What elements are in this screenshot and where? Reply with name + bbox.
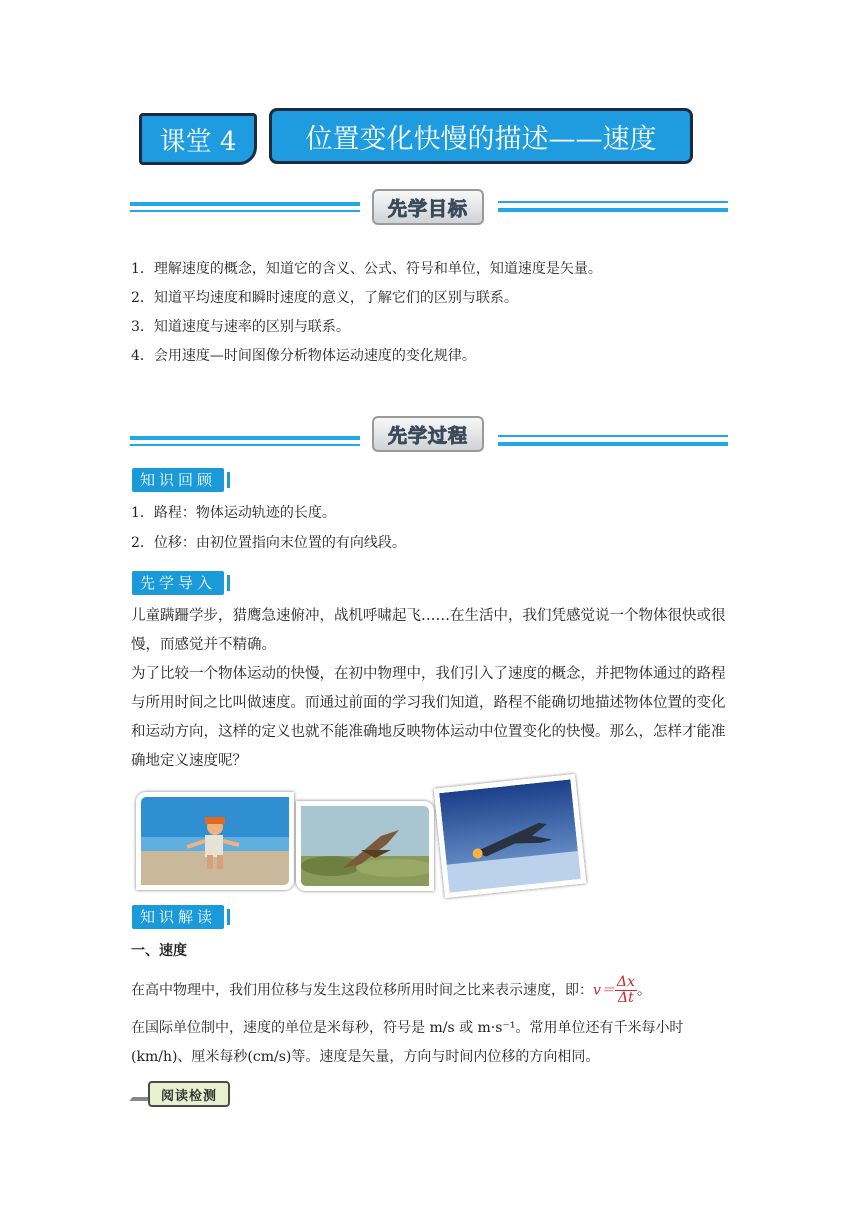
section-divider-left: [130, 436, 360, 440]
section-divider-right-thin: [498, 435, 728, 437]
section-divider-left-thin: [130, 210, 360, 212]
child-walking-photo: [136, 792, 294, 890]
review-item: 2．位移：由初位置指向末位置的有向线段。: [131, 535, 406, 551]
lesson-number-tab: [139, 113, 257, 165]
section-divider-right-thin: [498, 201, 728, 203]
section-divider-left: [130, 202, 360, 206]
objective-item: 2．知道平均速度和瞬时速度的意义，了解它们的区别与联系。: [131, 290, 518, 306]
lesson-number: 课堂 4: [159, 126, 237, 157]
section-divider-right: [498, 208, 728, 212]
section-badge-label: 先学目标: [387, 197, 468, 220]
formula-denominator: Δt: [618, 990, 634, 1006]
page-title-box: [269, 108, 693, 164]
section-badge-label: 先学过程: [387, 424, 468, 447]
definition-end: 。: [636, 982, 651, 999]
objective-item: 1．理解速度的概念，知道它的含义、公式、符号和单位，知道速度是矢量。: [131, 261, 602, 277]
formula-numerator: Δx: [616, 974, 635, 990]
section-heading-velocity: 一、速度: [131, 943, 187, 959]
reading-check-badge: [148, 1081, 230, 1107]
formula-fraction: [615, 975, 637, 1006]
intro-paragraph-1: 儿童蹒跚学步，猎鹰急速俯冲，战机呼啸起飞……在生活中，我们凭感觉说一个物体很快或很慢，而感觉并不精确。: [131, 608, 726, 653]
intro-label: 先学导入: [132, 571, 224, 595]
page-title: 位置变化快慢的描述——速度: [305, 123, 657, 155]
review-label: 知识回顾: [132, 468, 224, 492]
intro-paragraph-2: 为了比较一个物体运动的快慢，在初中物理中，我们引入了速度的概念，并把物体通过的路程与所用时间之比叫做速度。而通过前面的学习我们知道，路程不能确切地描述物体位置的变化和运动方向，这样的定义也就不能准确地反映物体运动中位置变化的快慢。那么，怎样才能准确地定义速度呢？: [131, 666, 726, 769]
definition-text: 在高中物理中，我们用位移与发生这段位移所用时间之比来表示速度，即：: [131, 982, 593, 999]
reading-check-label: 阅读检测: [160, 1088, 217, 1104]
interpretation-label: 知识解读: [132, 905, 224, 929]
formula-v: v＝: [593, 982, 615, 999]
falcon-diving-photo: [296, 801, 434, 891]
unit-paragraph-line-1: 在国际单位制中，速度的单位是米每秒，符号是 m/s 或 m·s⁻¹。常用单位还有千米每小时: [131, 1020, 684, 1036]
review-item: 1．路程：物体运动轨迹的长度。: [131, 505, 336, 521]
objective-item: 4．会用速度—时间图像分析物体运动速度的变化规律。: [131, 348, 476, 364]
section-divider-left-thin: [130, 444, 360, 446]
section-badge-process: [372, 416, 484, 452]
unit-paragraph-line-2: (km/h)、厘米每秒(cm/s)等。速度是矢量，方向与时间内位移的方向相同。: [131, 1049, 600, 1065]
objective-item: 3．知道速度与速率的区别与联系。: [131, 319, 350, 335]
velocity-definition: [131, 975, 651, 1006]
section-badge-objectives: [372, 189, 484, 225]
fighter-jet-photo: [434, 774, 587, 898]
section-divider-right: [498, 442, 728, 446]
